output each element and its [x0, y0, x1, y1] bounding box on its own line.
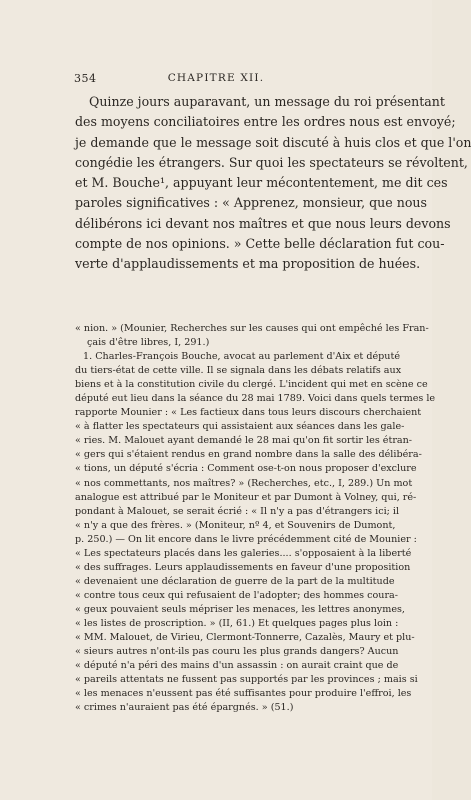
footnote-line: « geux pouvaient seuls mépriser les menaces, les lettres anonymes, — [75, 603, 405, 615]
footnote-line: « député n'a péri des mains d'un assassin : on aurait craint que de — [75, 660, 399, 672]
footnote-line: çais d'être libres, I, 291.) — [87, 337, 210, 349]
page-number: 354 — [74, 72, 97, 85]
footnote-line: « MM. Malouet, de Virieu, Clermont-Tonnerre, Cazalès, Maury et plu- — [75, 632, 415, 644]
footnote-line: « devenaient une déclaration de guerre de la part de la multitude — [75, 575, 395, 587]
page-header — [0, 72, 432, 88]
footnote-line: « n'y a que des frères. » (Moniteur, nº 4, et Souvenirs de Dumont, — [75, 519, 396, 531]
body-line: compte de nos opinions. » Cette belle déclaration fut cou- — [75, 236, 445, 252]
body-line: Quinze jours auparavant, un message du roi présentant — [89, 94, 445, 109]
footnote-line: « nos commettants, nos maîtres? » (Recherches, etc., I, 289.) Un mot — [75, 477, 413, 489]
footnote-line: rapporte Mounier : « Les factieux dans tous leurs discours cherchaient — [75, 407, 422, 419]
footnote-line: « à flatter les spectateurs qui assistaient aux séances dans les gale- — [75, 421, 405, 433]
body-line: des moyens conciliatoires entre les ordres nous est envoyé; — [75, 114, 456, 130]
footnotes — [75, 322, 436, 715]
footnote-line: « nion. » (Mounier, Recherches sur les causes qui ont empêché les Fran- — [75, 323, 429, 334]
footnote-line: 1. Charles-François Bouche, avocat au parlement d'Aix et député — [83, 351, 401, 363]
footnote-line: « contre tous ceux qui refusaient de l'adopter; des hommes coura- — [75, 589, 399, 601]
body-line: délibérons ici devant nos maîtres et que nous leurs devons — [75, 215, 451, 231]
footnote-line: « gers qui s'étaient rendus en grand nombre dans la salle des délibéra- — [75, 449, 422, 461]
footnote-line: « sieurs autres n'ont-ils pas couru les plus grands dangers? Aucun — [75, 646, 399, 658]
body-line: je demande que le message soit discuté à huis clos et que l'on — [75, 134, 471, 150]
footnote-line: député eut lieu dans la séance du 28 mai 1789. Voici dans quels termes le — [75, 393, 436, 405]
footnote-line: « crimes n'auraient pas été épargnés. » (51.) — [75, 702, 294, 714]
running-title: CHAPITRE XII. — [167, 72, 265, 84]
footnote-line: « des suffrages. Leurs applaudissements en faveur d'une proposition — [75, 561, 411, 573]
body-line: et M. Bouche¹, appuyant leur mécontentement, me dit ces — [75, 175, 448, 191]
footnote-line: « les listes de proscription. » (II, 61.) Et quelques pages plus loin : — [75, 617, 399, 629]
body-line: verte d'applaudissements et ma proposition de huées. — [75, 256, 421, 272]
footnote-line: « Les spectateurs placés dans les galeries.... s'opposaient à la liberté — [75, 547, 412, 559]
main-text — [75, 92, 471, 275]
body-line: paroles significatives : « Apprenez, monsieur, que nous — [75, 195, 427, 211]
footnote-line: du tiers-état de cette ville. Il se signala dans les débats relatifs aux — [75, 365, 402, 377]
footnote-line: « pareils attentats ne fussent pas supportés par les provinces ; mais si — [75, 674, 418, 686]
footnote-line: pondant à Malouet, se serait écrié : « Il n'y a pas d'étrangers ici; il — [75, 505, 400, 517]
footnote-line: « ries. M. Malouet ayant demandé le 28 mai qu'on fit sortir les étran- — [75, 435, 413, 447]
body-line: congédie les étrangers. Sur quoi les spectateurs se révoltent, — [75, 154, 468, 170]
footnote-line: biens et à la constitution civile du clergé. L'incident qui met en scène ce — [75, 379, 428, 391]
footnote-line: « les menaces n'eussent pas été suffisantes pour produire l'effroi, les — [75, 688, 412, 700]
footnote-line: p. 250.) — On lit encore dans le livre précédemment cité de Mounier : — [75, 533, 417, 545]
footnote-line: analogue est attribué par le Moniteur et par Dumont à Volney, qui, ré- — [75, 491, 417, 503]
footnote-line: « tions, un député s'écria : Comment ose-t-on nous proposer d'exclure — [75, 463, 417, 475]
